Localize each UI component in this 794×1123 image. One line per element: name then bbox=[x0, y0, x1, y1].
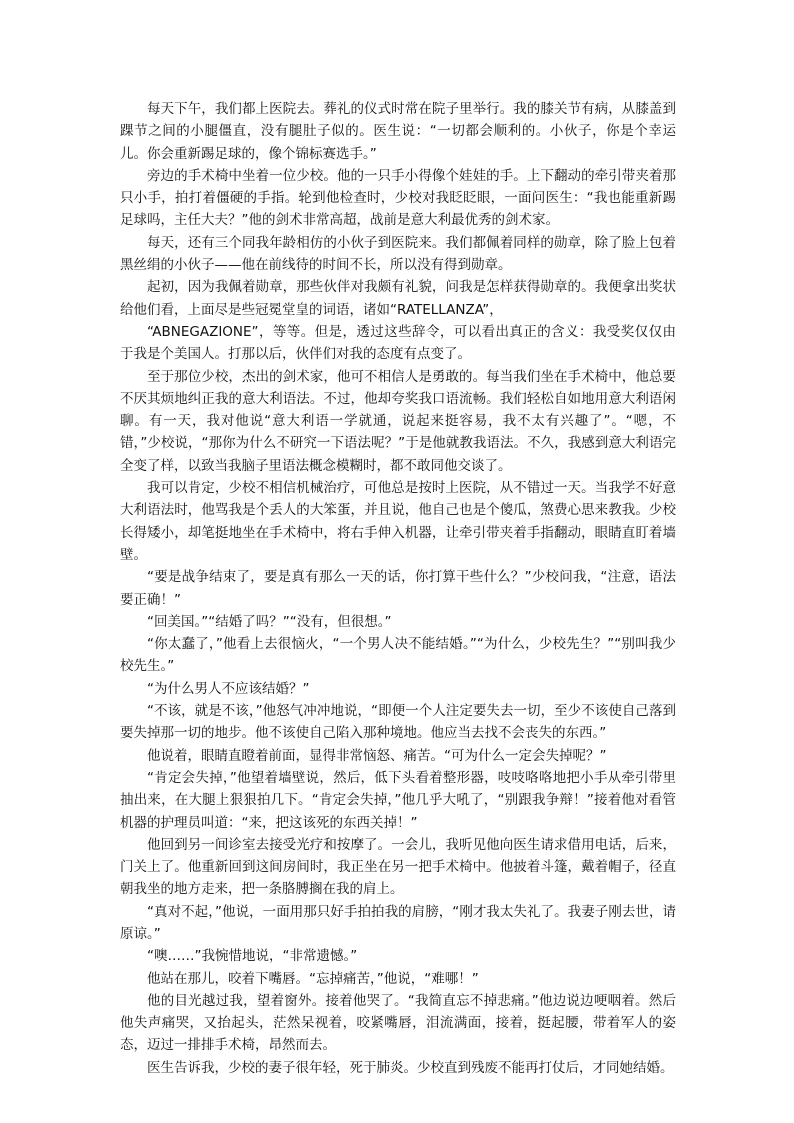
paragraph: “回美国。”“结婚了吗？”“没有，但很想。” bbox=[147, 613, 392, 630]
paragraph: 他的目光越过我，望着窗外。接着他哭了。“我简直忘不掉悲痛。”他边说边哽咽着。然后他失声痛哭，又抬起头，茫然呆视着，咬紧嘴唇，泪流满面，接着，挺起腰，带着军人的姿态，迈过一排排手术椅，昂然而去。 bbox=[120, 992, 676, 1054]
paragraph: “噢……”我惋惜地说，“非常遗憾。” bbox=[147, 948, 358, 965]
document-page bbox=[120, 98, 676, 1079]
paragraph: 他站在那儿，咬着下嘴唇。“忘掉痛苦，”他说，“难哪！” bbox=[147, 970, 479, 987]
paragraph: 我可以肯定，少校不相信机械治疗，可他总是按时上医院，从不错过一天。当我学不好意大利语法时，他骂我是个丢人的大笨蛋，并且说，他自己也是个傻瓜，煞费心思来教我。少校长得矮小，却笔挺地坐在手术椅中，将右手伸入机器，让牵引带夹着手指翻动，眼睛直盯着墙壁。 bbox=[120, 480, 676, 563]
paragraph: 医生告诉我，少校的妻子很年轻，死于肺炎。少校直到残废不能再打仗后，才同她结婚。 bbox=[147, 1059, 674, 1076]
paragraph: 每天下午，我们都上医院去。葬礼的仪式时常在院子里举行。我的膝关节有病，从膝盖到踝节之间的小腿僵直，没有腿肚子似的。医生说：“一切都会顺利的。小伙子，你是个幸运儿。你会重新踢足球的，像个锦标赛选手。” bbox=[120, 101, 676, 162]
paragraph: 每天，还有三个同我年龄相仿的小伙子到医院来。我们都佩着同样的勋章，除了脸上包着黑丝绢的小伙子——他在前线待的时间不长，所以没有得到勋章。 bbox=[120, 234, 676, 274]
paragraph: 他说着，眼睛直瞪着前面，显得非常恼怒、痛苦。“可为什么一定会失掉呢？” bbox=[147, 747, 607, 764]
paragraph: “不该，就是不该，”他怒气冲冲地说，“即便一个人注定要失去一切，至少不该使自己落到要失掉那一切的地步。他不该使自己陷入那种境地。他应当去找不会丧失的东西。” bbox=[120, 703, 676, 742]
paragraph: 至于那位少校，杰出的剑术家，他可不相信人是勇敢的。每当我们坐在手术椅中，他总要不厌其烦地纠正我的意大利语法。不过，他却夸奖我口语流畅。我们轻松自如地用意大利语闲聊。有一天，我对他说“意大利语一学就通，说起来挺容易，我不太有兴趣了”。“嗯，不错，”少校说，“那你为什么不研究一下语法呢？”于是他就教我语法。不久，我感到意大利语完全变了样，以致当我脑子里语法概念模糊时，都不敢同他交谈了。 bbox=[120, 368, 676, 474]
paragraph: “肯定会失掉，”他望着墙壁说，然后，低下头看着整形器，吱吱咯咯地把小手从牵引带里抽出来，在大腿上狠狠拍几下。“肯定会失掉，”他几乎大吼了，“别跟我争辩！”接着他对看管机器的护理员叫道：“来，把这该死的东西关掉！” bbox=[120, 769, 676, 831]
paragraph: “为什么男人不应该结婚？” bbox=[147, 680, 310, 697]
paragraph: “要是战争结束了，要是真有那么一天的话，你打算干些什么？”少校问我，“注意，语法要正确！” bbox=[120, 569, 676, 608]
paragraph: “ABNEGAZIONE”，等等。但是，透过这些辞令，可以看出真正的含义：我受奖仅仅由于我是个美国人。打那以后，伙伴们对我的态度有点变了。 bbox=[120, 323, 676, 363]
paragraph: 旁边的手术椅中坐着一位少校。他的一只手小得像个娃娃的手。上下翻动的牵引带夹着那只小手，拍打着僵硬的手指。轮到他检查时，少校对我眨眨眼，一面问医生：“我也能重新踢足球吗，主任大夫？”他的剑术非常高超，战前是意大利最优秀的剑术家。 bbox=[120, 167, 676, 229]
paragraph: “你太蠢了，”他看上去很恼火，“一个男人决不能结婚。”“为什么，少校先生？”“别叫我少校先生。” bbox=[120, 636, 676, 675]
paragraph: 他回到另一间诊室去接受光疗和按摩了。一会儿，我听见他向医生请求借用电话，后来，门关上了。他重新回到这间房间时，我正坐在另一把手术椅中。他披着斗篷，戴着帽子，径直朝我坐的地方走来，把一条胳膊搁在我的肩上。 bbox=[120, 836, 676, 898]
paragraph: 起初，因为我佩着勋章，那些伙伴对我颇有礼貌，问我是怎样获得勋章的。我便拿出奖状给他们看，上面尽是些冠冕堂皇的词语，诸如“RATELLANZA”， bbox=[120, 279, 676, 318]
paragraph: “真对不起，”他说，一面用那只好手拍拍我的肩膀，“刚才我太失礼了。我妻子刚去世，请原谅。” bbox=[120, 903, 676, 942]
